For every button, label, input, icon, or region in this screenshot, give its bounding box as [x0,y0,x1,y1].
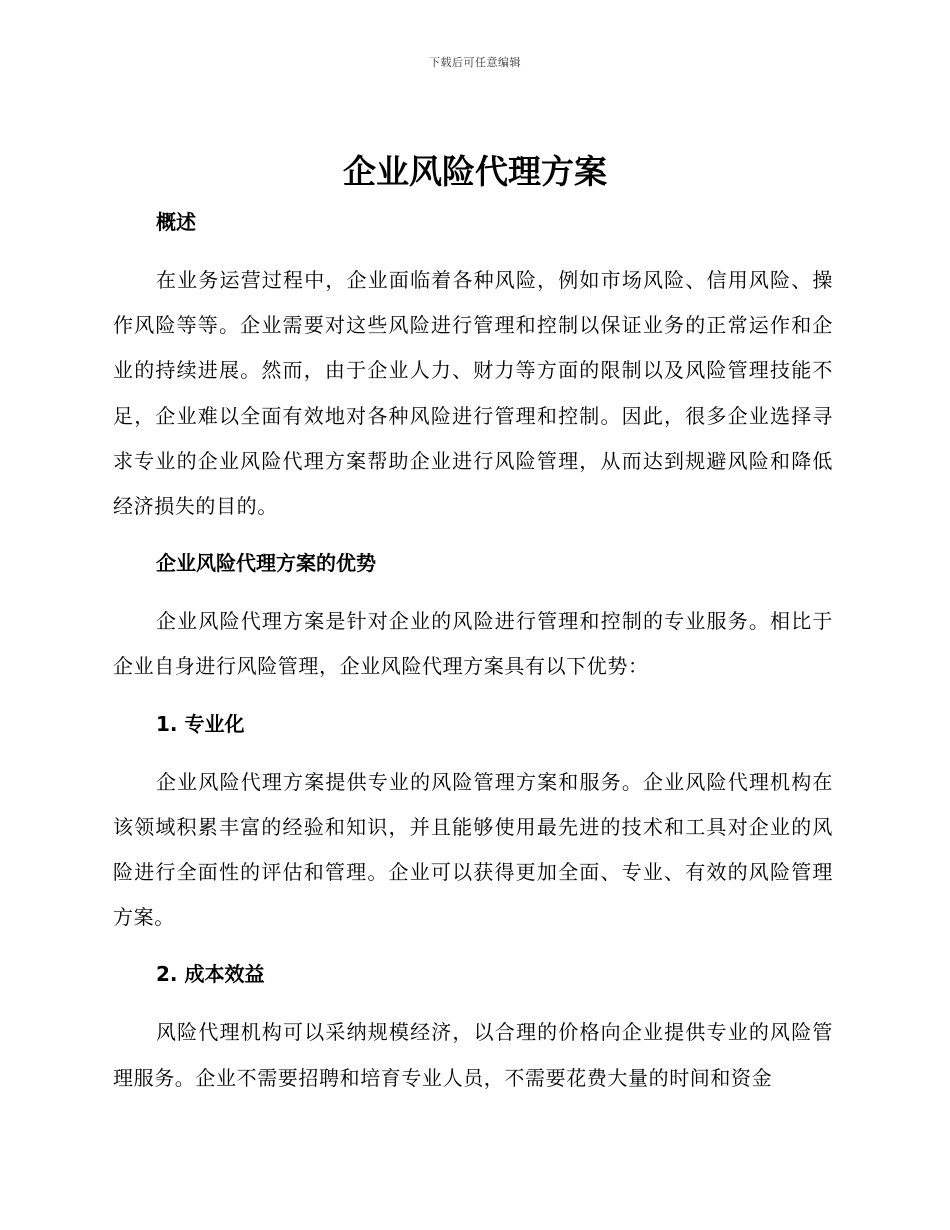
section-heading-specialization: 1. 专业化 [156,711,245,736]
page-header: 下载后可任意编辑 [429,56,521,69]
section-paragraph-specialization: 企业风险代理方案提供专业的风险管理方案和服务。企业风险代理机构在该领域积累丰富的经验和知识，并且能够使用最先进的技术和工具对企业的风险进行全面性的评估和管理。企业可以获得更加全面、专业、有效的风险管理方案。 [113,769,833,930]
document-body [113,200,833,1101]
section-heading-overview: 概述 [156,210,196,234]
section-heading-advantages: 企业风险代理方案的优势 [156,551,376,576]
section-paragraph-cost-benefit: 风险代理机构可以采纳规模经济，以合理的价格向企业提供专业的风险管理服务。企业不需要招聘和培育专业人员，不需要花费大量的时间和资金 [113,1020,833,1090]
section-paragraph-advantages: 企业风险代理方案是针对企业的风险进行管理和控制的专业服务。相比于企业自身进行风险管理，企业风险代理方案具有以下优势： [113,609,833,679]
document-title: 企业风险代理方案 [343,152,607,191]
section-heading-cost-benefit: 2. 成本效益 [156,962,265,987]
section-paragraph-overview: 在业务运营过程中，企业面临着各种风险，例如市场风险、信用风险、操作风险等等。企业需要对这些风险进行管理和控制以保证业务的正常运作和企业的持续进展。然而，由于企业人力、财力等方面的限制以及风险管理技能不足，企业难以全面有效地对各种风险进行管理和控制。因此，很多企业选择寻求专业的企业风险代理方案帮助企业进行风险管理，从而达到规避风险和降低经济损失的目的。 [113,268,833,519]
